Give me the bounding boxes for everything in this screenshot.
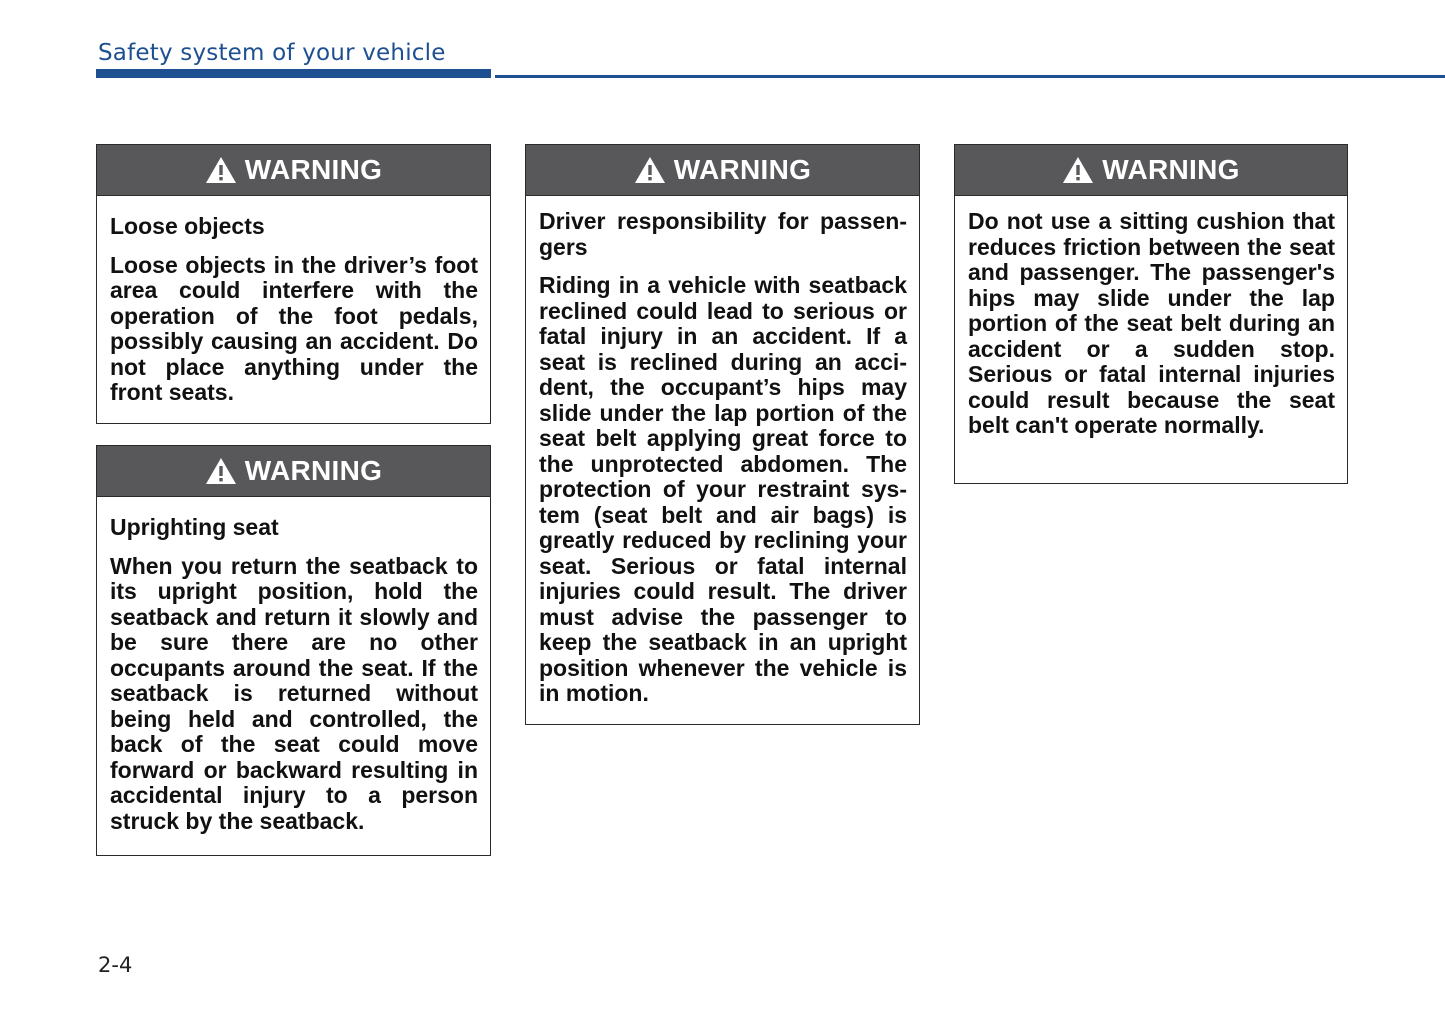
warning-label: WARNING — [1102, 154, 1240, 185]
warning-triangle-icon — [205, 156, 237, 184]
warning-label: WARNING — [244, 154, 383, 185]
warning-box-sitting-cushion — [954, 144, 1348, 484]
warning-text: When you return the seatback to its upright position, hold the seatback and return it slowly and be sure there are no other occupants around the seat. If the seatback is returned without being held and controlled, the back of the seat could move forward or backward resulting in accidental injury to a person struck by the seatback. — [110, 552, 478, 834]
warning-body — [97, 497, 490, 834]
warning-header — [526, 145, 919, 196]
warning-subheading: Uprighting seat — [110, 514, 279, 540]
warning-box-driver-responsibility — [525, 144, 920, 725]
header-rule-thick — [96, 69, 491, 78]
warning-body — [97, 196, 490, 406]
warning-box-uprighting-seat — [96, 445, 491, 856]
warning-text: Riding in a vehicle with seatback reclined could lead to serious or fatal injury in an accident. If a seat is reclined during an accident, the occupant’s hips may slide under the lap portion of the seat belt applying great force to the unprotected abdomen. The protection of your restraint system (seat belt and air bags) is greatly reduced by reclining your seat. Serious or fatal internal injuries could result. The driver must advise the passenger to keep the seatback in an upright position whenever the vehicle is in motion. — [539, 272, 907, 706]
warning-header — [955, 145, 1347, 196]
header-rule-thin — [495, 75, 1445, 78]
page-number: 2-4 — [98, 953, 133, 977]
warning-body — [955, 196, 1347, 439]
section-title: Safety system of your vehicle — [98, 40, 446, 66]
warning-text: Do not use a sitting cushion that reduces friction between the seat and passenger. The passenger's hips may slide under the lap portion of the seat belt during an accident or a sudden stop. Serious or fatal internal injuries could result because the seat belt can't operate normally. — [968, 208, 1335, 438]
warning-label: WARNING — [673, 154, 812, 185]
warning-subheading: Driver responsibility for passengers — [539, 208, 907, 260]
warning-triangle-icon — [205, 457, 237, 485]
warning-text: Loose objects in the driver’s foot area could interfere with the operation of the foot pedals, possibly causing an accident. Do not place anything under the front seats. — [110, 251, 478, 405]
warning-label: WARNING — [244, 455, 383, 486]
warning-box-loose-objects — [96, 144, 491, 424]
warning-triangle-icon — [1062, 156, 1094, 184]
warning-subheading: Loose objects — [110, 213, 265, 239]
warning-triangle-icon — [634, 156, 666, 184]
warning-header — [97, 446, 490, 497]
warning-header — [97, 145, 490, 196]
warning-body — [526, 196, 919, 707]
